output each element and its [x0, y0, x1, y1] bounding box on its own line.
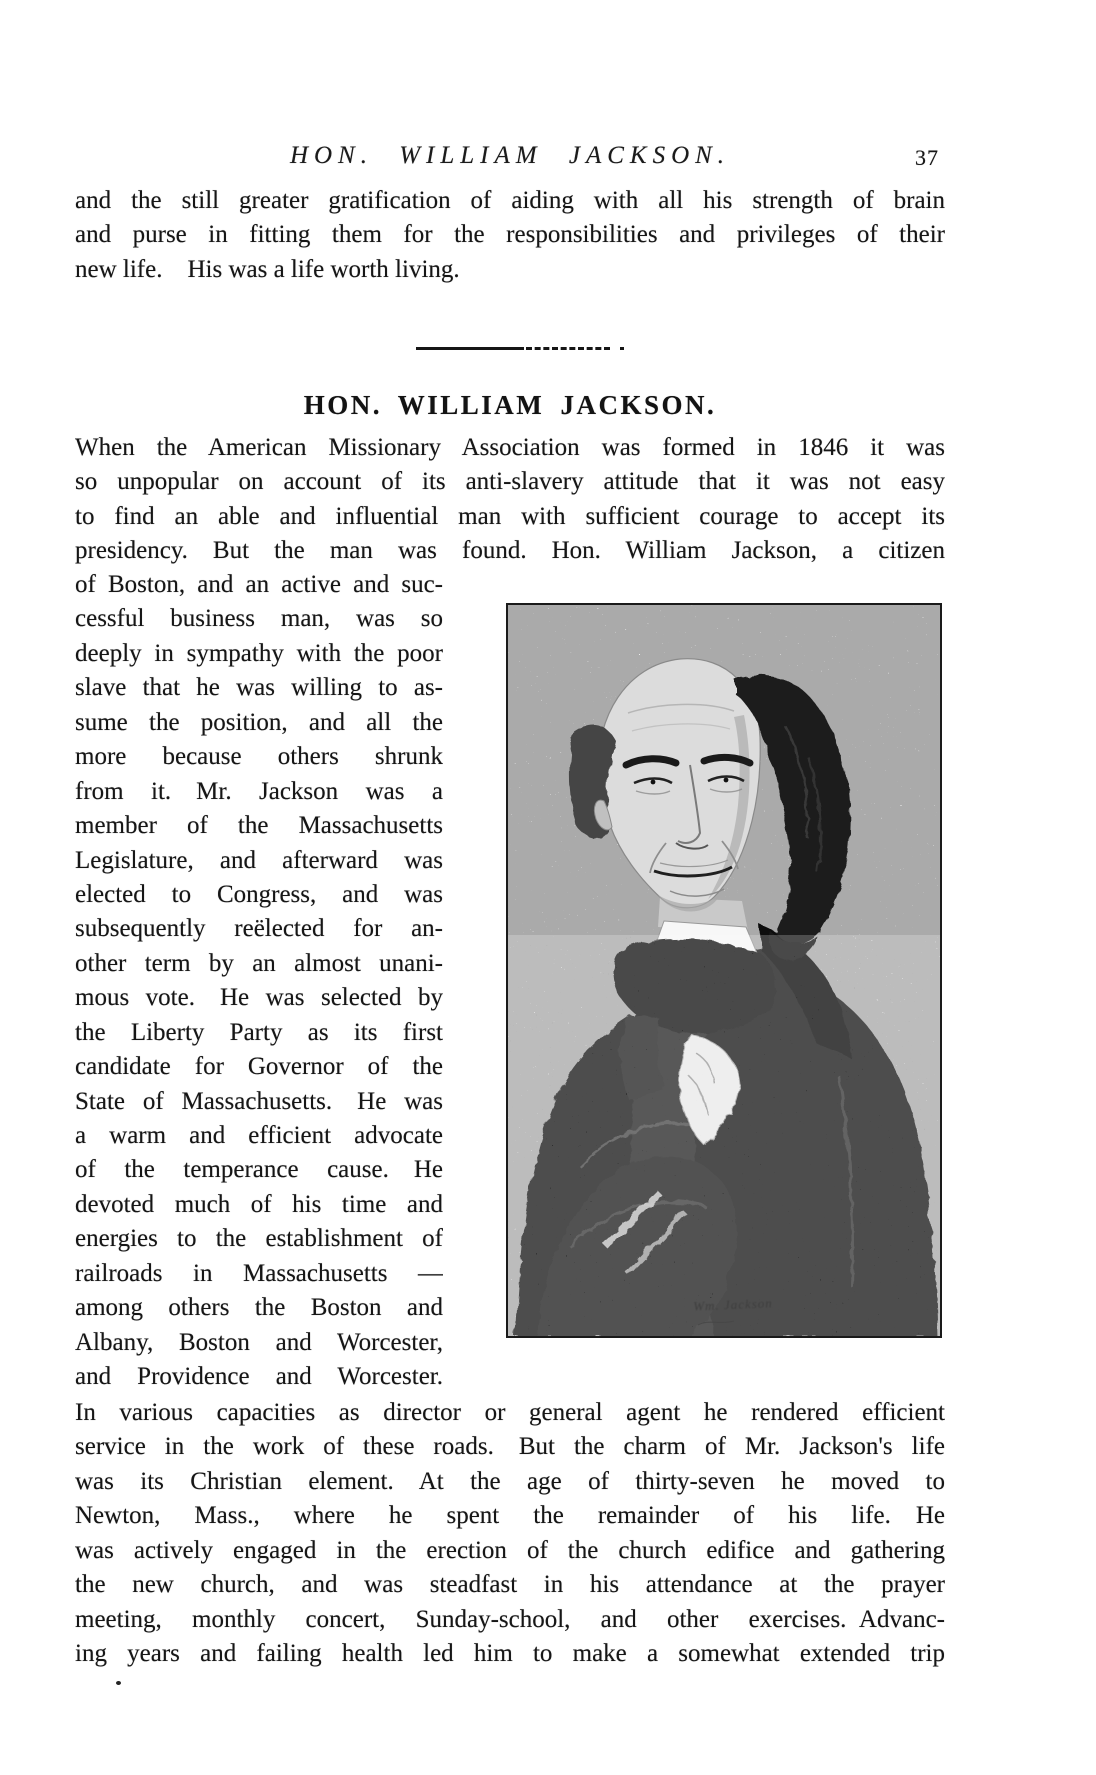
text-line: member of the Massachusetts: [75, 812, 443, 840]
text-line: a warm and efficient advocate: [75, 1122, 443, 1149]
text-line: more because others shrunk: [75, 743, 443, 771]
text-line: Albany, Boston and Worcester,: [75, 1328, 443, 1356]
text-line: other term by an almost unani-: [75, 949, 443, 977]
text-line: subsequently reëlected for an-: [75, 915, 443, 943]
running-header-title: HON. WILLIAM JACKSON.: [289, 142, 731, 169]
text-line: and purse in fitting them for the responsibilities and privileges of their: [75, 221, 945, 249]
text-line: was actively engaged in the erection of the church edifice and gathering: [75, 1536, 945, 1564]
page-number: 37: [915, 145, 939, 170]
text-line: meeting, monthly concert, Sunday-school, and other exercises. Advanc-: [75, 1605, 945, 1633]
text-line: slave that he was willing to as-: [75, 674, 443, 702]
text-line: railroads in Massachusetts —: [75, 1259, 443, 1287]
text-line: new life. His was a life worth living.: [75, 255, 460, 283]
divider-dashed-segment: [526, 347, 610, 350]
text-line: State of Massachusetts. He was: [75, 1087, 443, 1115]
portrait-figure: [506, 603, 942, 1338]
intro-paragraph: [75, 184, 945, 287]
print-artifact: [116, 1681, 121, 1685]
portrait-signature: Wm. Jackson: [692, 1295, 774, 1314]
text-line: When the American Missionary Association was formed in 1846 it was: [75, 434, 945, 461]
text-line: so unpopular on account of its anti-slavery attitude that it was not easy: [75, 468, 945, 496]
text-line: from it. Mr. Jackson was a: [75, 777, 443, 805]
text-line: Legislature, and afterward was: [75, 846, 443, 874]
text-line: energies to the establishment of: [75, 1225, 443, 1253]
text-line: service in the work of these roads. But the charm of Mr. Jackson's life: [75, 1433, 945, 1461]
text-line: and the still greater gratification of aiding with all his strength of brain: [75, 187, 945, 214]
text-line: and Providence and Worcester.: [75, 1363, 443, 1391]
text-line: mous vote. He was selected by: [75, 984, 443, 1012]
text-line: to find an able and influential man with sufficient courage to accept its: [75, 502, 945, 530]
text-line: deeply in sympathy with the poor: [75, 639, 443, 667]
text-line: among others the Boston and: [75, 1294, 443, 1322]
text-line: the new church, and was steadfast in his attendance at the prayer: [75, 1571, 945, 1599]
text-line: of the temperance cause. He: [75, 1156, 443, 1184]
divider-solid-segment: [416, 347, 524, 350]
text-line: candidate for Governor of the: [75, 1053, 443, 1081]
text-line: Newton, Mass., where he spent the remainder of his life. He: [75, 1502, 945, 1530]
text-line: cessful business man, was so: [75, 605, 443, 633]
section-heading: HON. WILLIAM JACKSON.: [303, 390, 717, 420]
portrait-engraving: [508, 605, 940, 1336]
article-closing-lines: [75, 1396, 945, 1672]
text-line: elected to Congress, and was: [75, 880, 443, 908]
text-line: In various capacities as director or general agent he rendered efficient: [75, 1399, 945, 1426]
article-opening-lines: [75, 431, 945, 569]
text-line: sume the position, and all the: [75, 708, 443, 736]
article-column-lines: [75, 568, 443, 1395]
intro-lines: [75, 184, 945, 253]
text-line: ing years and failing health led him to make a somewhat extended trip: [75, 1640, 945, 1668]
text-line: was its Christian element. At the age of thirty-seven he moved to: [75, 1467, 945, 1495]
running-header: [75, 142, 945, 170]
divider-dot: [620, 347, 624, 350]
text-line: of Boston, and an active and suc-: [75, 571, 443, 598]
text-line: the Liberty Party as its first: [75, 1018, 443, 1046]
text-line: devoted much of his time and: [75, 1190, 443, 1218]
section-divider: [416, 347, 626, 350]
text-line: presidency. But the man was found. Hon. William Jackson, a citizen: [75, 537, 945, 565]
